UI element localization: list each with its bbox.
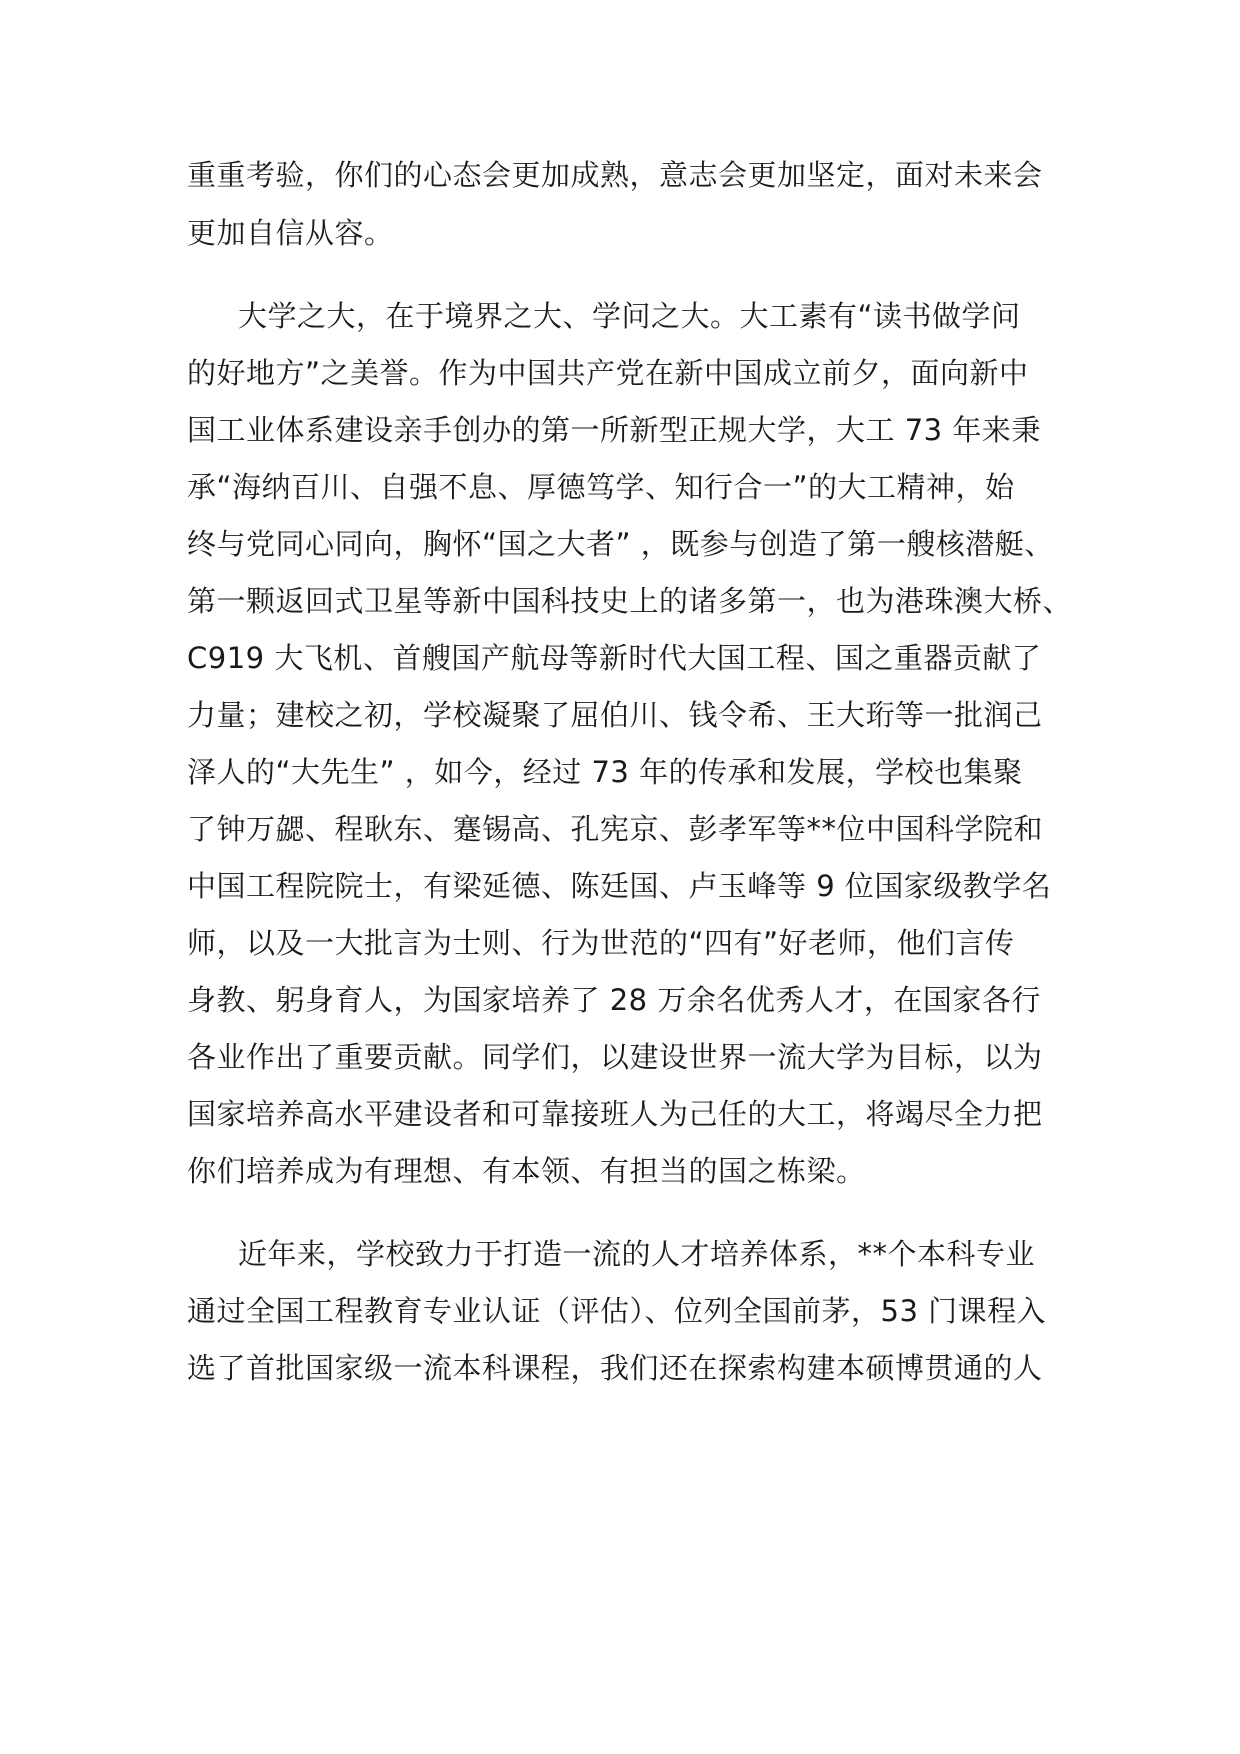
- text-line: 国家培养高水平建设者和可靠接班人为己任的大工，将竭尽全力把: [187, 1097, 1043, 1131]
- text-line: 承“海纳百川、自强不息、厚德笃学、知行合一”的大工精神，始: [187, 470, 1015, 504]
- text-line: 身教、躬身育人，为国家培养了 28 万余名优秀人才，在国家各行: [187, 983, 1041, 1017]
- text-line: 你们培养成为有理想、有本领、有担当的国之栋梁。: [187, 1154, 866, 1188]
- text-line: 泽人的“大先生” ，如今，经过 73 年的传承和发展，学校也集聚: [187, 755, 1023, 789]
- paragraph-first-line: 近年来，学校致力于打造一流的人才培养体系，**个本科专业: [238, 1237, 1036, 1271]
- text-line: 中国工程院院士，有梁延德、陈廷国、卢玉峰等 9 位国家级教学名: [187, 869, 1052, 903]
- text-line: 国工业体系建设亲手创办的第一所新型正规大学，大工 73 年来秉: [187, 413, 1041, 447]
- text-line: 终与党同心同向，胸怀“国之大者” ，既参与创造了第一艘核潜艇、: [187, 527, 1054, 561]
- text-line: 的好地方”之美誉。作为中国共产党在新中国成立前夕，面向新中: [187, 356, 1029, 390]
- text-line: 第一颗返回式卫星等新中国科技史上的诸多第一，也为港珠澳大桥、: [187, 584, 1073, 618]
- text-line: 师，以及一大批言为士则、行为世范的“四有”好老师，他们言传: [187, 926, 1015, 960]
- text-line: 了钟万勰、程耿东、蹇锡高、孔宪京、彭孝军等**位中国科学院和: [187, 812, 1044, 846]
- text-line: 通过全国工程教育专业认证（评估）、位列全国前茅，53 门课程入: [187, 1294, 1047, 1328]
- text-line: 选了首批国家级一流本科课程，我们还在探索构建本硕博贯通的人: [187, 1351, 1043, 1385]
- text-line: 各业作出了重要贡献。同学们，以建设世界一流大学为目标，以为: [187, 1040, 1043, 1074]
- text-line: C919 大飞机、首艘国产航母等新时代大国工程、国之重器贡献了: [187, 641, 1042, 675]
- text-line: 更加自信从容。: [187, 216, 394, 250]
- text-line: 力量；建校之初，学校凝聚了屈伯川、钱令希、王大珩等一批润己: [187, 698, 1043, 732]
- text-line: 重重考验，你们的心态会更加成熟，意志会更加坚定，面对未来会: [187, 158, 1043, 192]
- paragraph-first-line: 大学之大，在于境界之大、学问之大。大工素有“读书做学问: [238, 299, 1021, 333]
